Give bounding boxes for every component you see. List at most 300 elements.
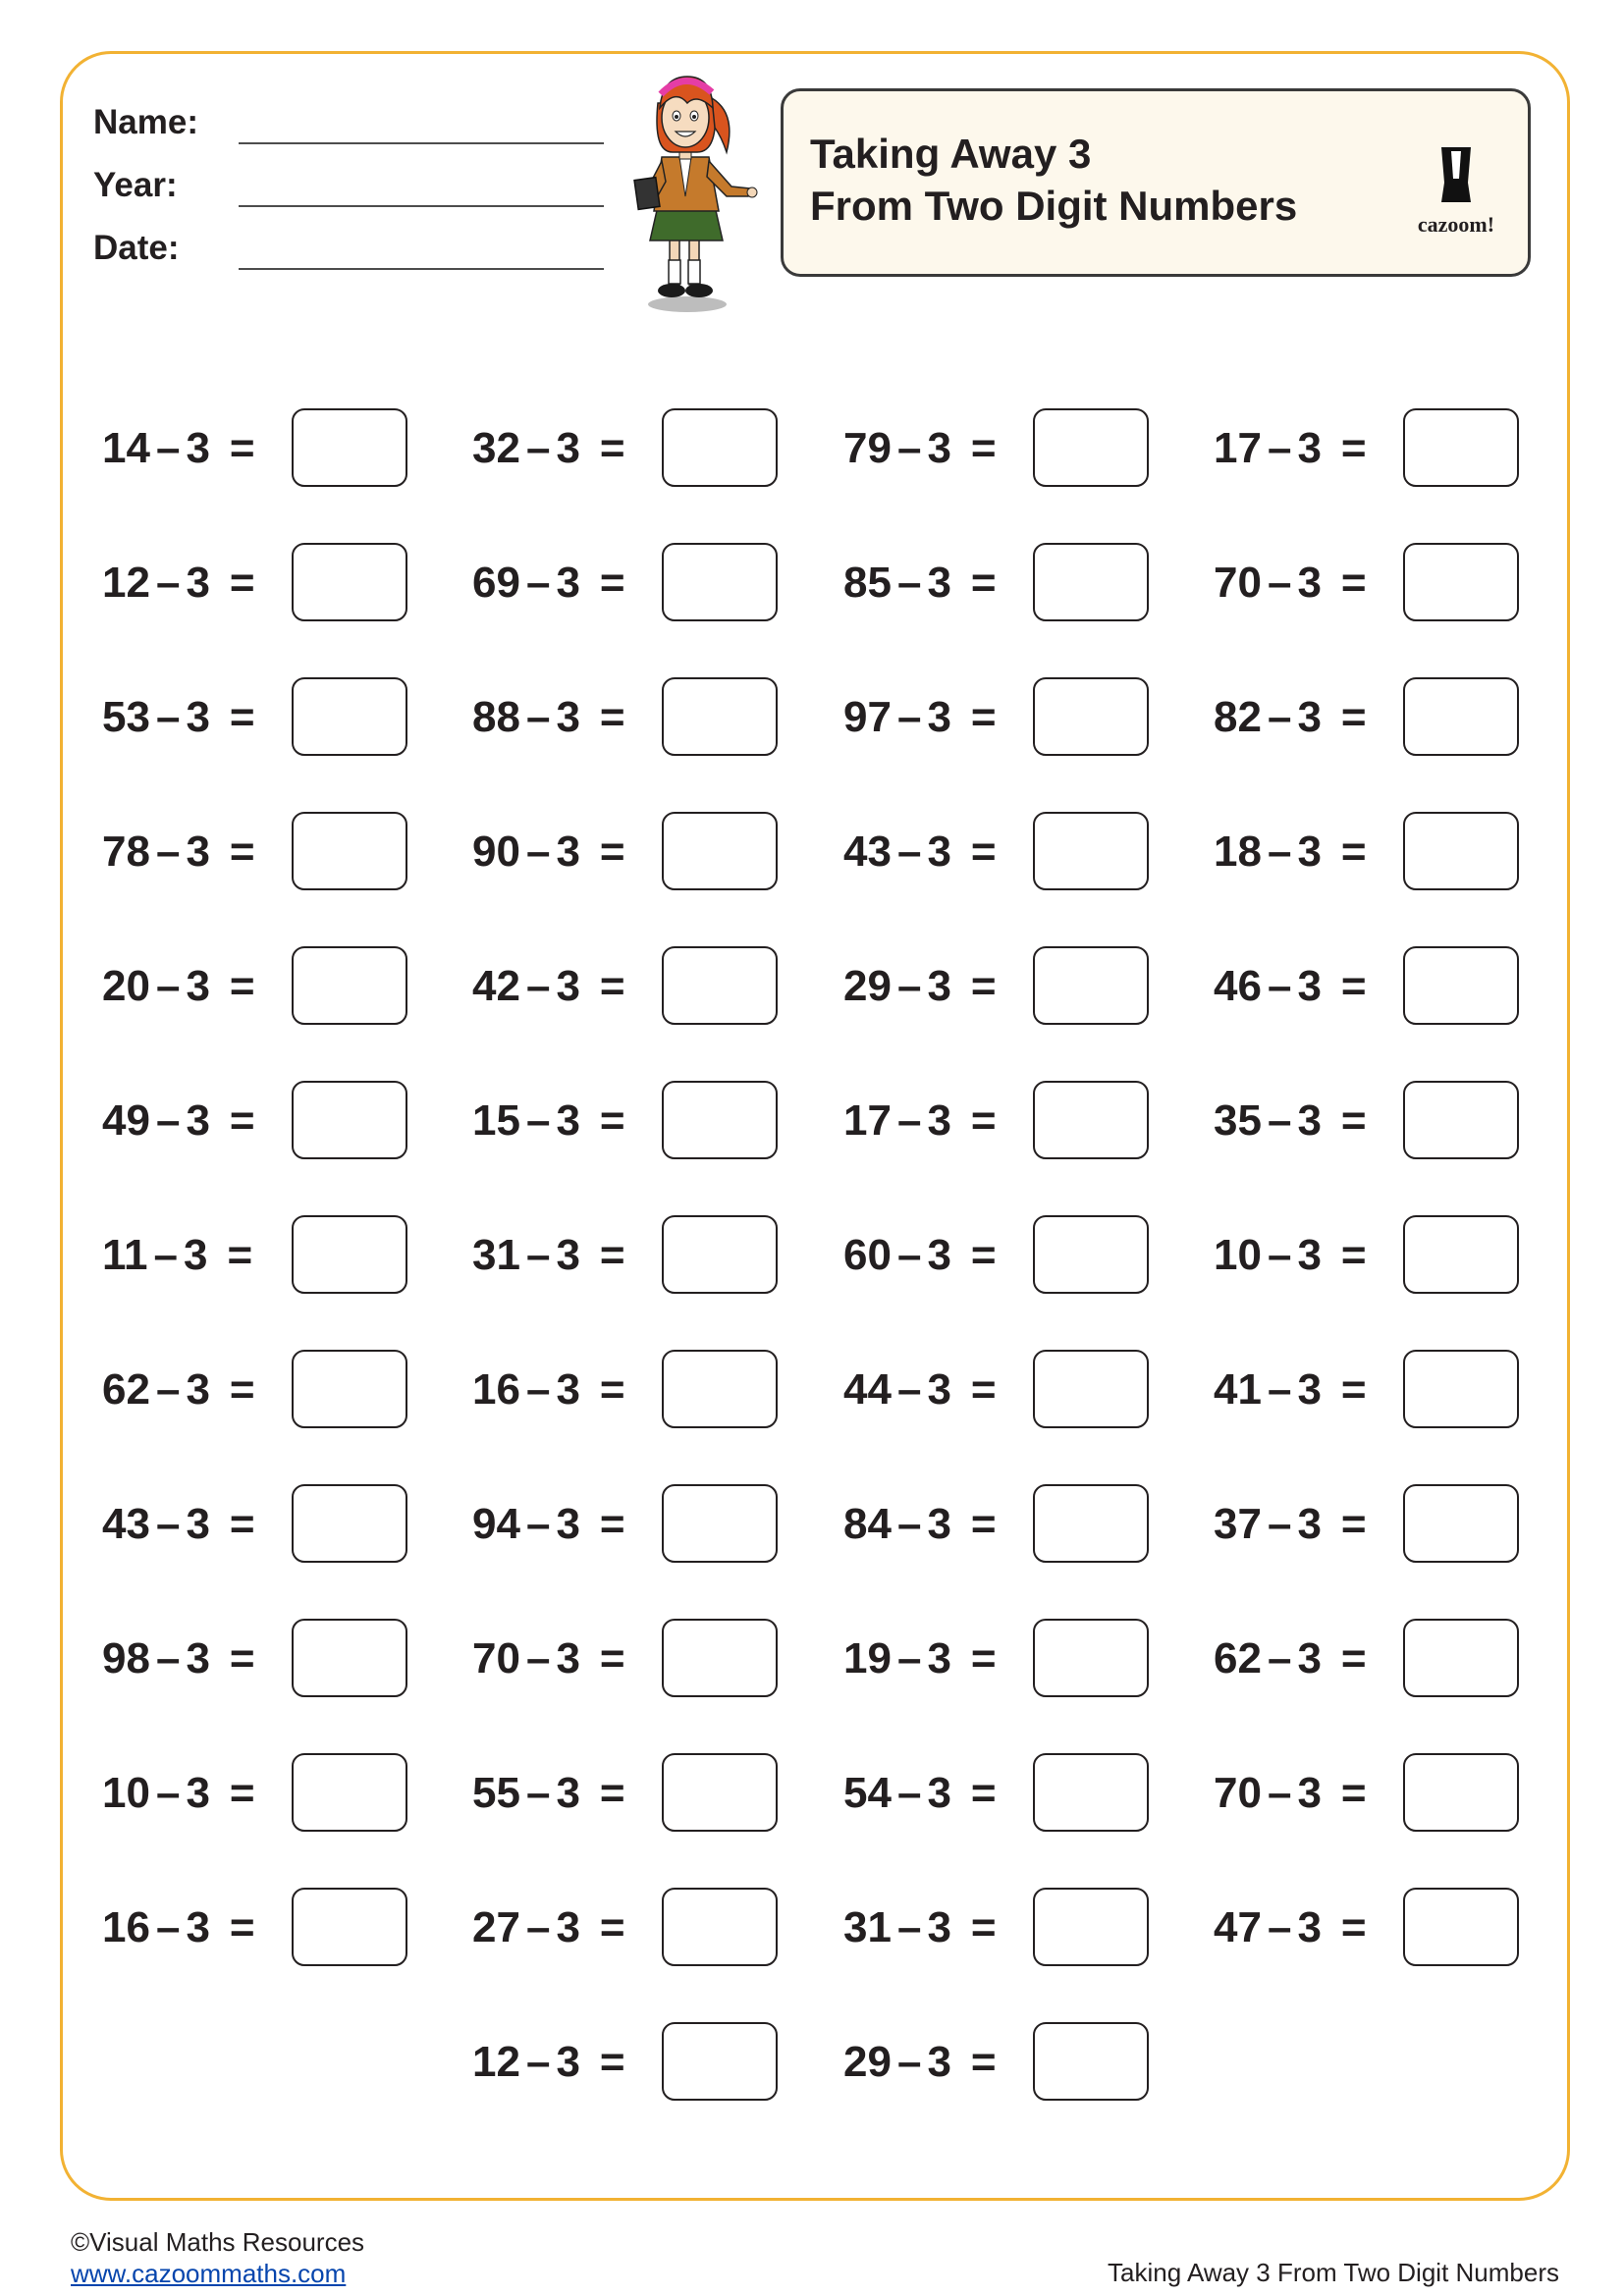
subtraction-problem [472, 1348, 796, 1432]
answer-box[interactable] [292, 946, 407, 1025]
minus-sign: – [1267, 559, 1292, 607]
problem-expression [843, 944, 1030, 1029]
answer-box[interactable] [662, 677, 778, 756]
subtraction-problem [472, 1617, 796, 1701]
cazoom-logo-icon [1402, 135, 1510, 214]
problem-expression [102, 675, 289, 760]
subtraction-problem [102, 541, 426, 625]
minuend: 70 [1214, 1769, 1262, 1817]
subtrahend: 3 [1297, 1634, 1322, 1682]
answer-box[interactable] [662, 1619, 778, 1697]
equals-sign: = [1340, 1903, 1367, 1951]
minuend: 27 [472, 1903, 520, 1951]
subtraction-problem [1214, 944, 1538, 1029]
answer-box[interactable] [292, 1619, 407, 1697]
minus-sign: – [1267, 1365, 1292, 1414]
subtrahend: 3 [927, 424, 951, 472]
equals-sign: = [599, 1365, 625, 1414]
subtrahend: 3 [927, 828, 951, 876]
answer-box[interactable] [1033, 946, 1149, 1025]
answer-box[interactable] [662, 2022, 778, 2101]
problem-expression [1214, 1348, 1400, 1432]
name-line[interactable] [239, 142, 604, 144]
minus-sign: – [525, 1365, 551, 1414]
worksheet-title-line-1: Taking Away 3 [810, 131, 1092, 177]
subtrahend: 3 [184, 1231, 208, 1279]
subtraction-problem [472, 810, 796, 894]
subtrahend: 3 [927, 1231, 951, 1279]
subtrahend: 3 [186, 1365, 210, 1414]
answer-box[interactable] [1403, 1484, 1519, 1563]
equals-sign: = [229, 1634, 255, 1682]
schoolgirl-mascot-illustration [628, 59, 771, 319]
answer-box[interactable] [1403, 1081, 1519, 1159]
problem-expression [102, 1213, 289, 1298]
minus-sign: – [896, 1096, 922, 1145]
problem-expression [843, 406, 1030, 491]
minus-sign: – [896, 1500, 922, 1548]
problem-expression [843, 1886, 1030, 1970]
equals-sign: = [229, 1903, 255, 1951]
subtrahend: 3 [186, 1903, 210, 1951]
subtraction-problem [1214, 810, 1538, 894]
problem-expression [843, 1348, 1030, 1432]
minus-sign: – [525, 2038, 551, 2086]
subtraction-problem [843, 2020, 1167, 2105]
answer-box[interactable] [662, 1215, 778, 1294]
subtrahend: 3 [1297, 1096, 1322, 1145]
minuend: 70 [1214, 559, 1262, 607]
answer-box[interactable] [292, 1081, 407, 1159]
subtrahend: 3 [556, 1903, 580, 1951]
answer-box[interactable] [662, 946, 778, 1025]
subtraction-problem [102, 1079, 426, 1163]
problem-expression [102, 944, 289, 1029]
answer-box[interactable] [662, 1484, 778, 1563]
answer-box[interactable] [662, 1888, 778, 1966]
minuend: 14 [102, 424, 150, 472]
problem-expression [472, 1617, 659, 1701]
subtrahend: 3 [927, 559, 951, 607]
minus-sign: – [896, 424, 922, 472]
problem-expression [843, 1079, 1030, 1163]
minuend: 19 [843, 1634, 892, 1682]
equals-sign: = [1340, 1365, 1367, 1414]
minuend: 78 [102, 828, 150, 876]
minuend: 17 [843, 1096, 892, 1145]
minus-sign: – [525, 424, 551, 472]
problem-expression [1214, 1617, 1400, 1701]
answer-box[interactable] [1033, 1888, 1149, 1966]
subtrahend: 3 [927, 1096, 951, 1145]
answer-box[interactable] [1403, 1350, 1519, 1428]
subtraction-problem [1214, 1482, 1538, 1567]
equals-sign: = [1340, 424, 1367, 472]
answer-box[interactable] [1033, 408, 1149, 487]
subtraction-problem [102, 406, 426, 491]
equals-sign: = [1340, 559, 1367, 607]
equals-sign: = [1340, 1769, 1367, 1817]
subtraction-problem [102, 810, 426, 894]
minuend: 10 [102, 1769, 150, 1817]
answer-box[interactable] [1403, 408, 1519, 487]
minuend: 84 [843, 1500, 892, 1548]
minus-sign: – [896, 828, 922, 876]
equals-sign: = [970, 693, 997, 741]
problem-expression [1214, 944, 1400, 1029]
subtraction-problem [843, 1751, 1167, 1836]
minus-sign: – [1267, 962, 1292, 1010]
minuend: 29 [843, 2038, 892, 2086]
minus-sign: – [525, 559, 551, 607]
answer-box[interactable] [292, 1484, 407, 1563]
answer-box[interactable] [1403, 946, 1519, 1025]
minus-sign: – [155, 559, 181, 607]
problem-expression [102, 1617, 289, 1701]
problem-expression [472, 541, 659, 625]
subtrahend: 3 [1297, 693, 1322, 741]
subtrahend: 3 [1297, 424, 1322, 472]
minuend: 37 [1214, 1500, 1262, 1548]
equals-sign: = [599, 2038, 625, 2086]
problem-expression [472, 944, 659, 1029]
subtraction-problem [843, 1348, 1167, 1432]
minus-sign: – [1267, 424, 1292, 472]
subtrahend: 3 [927, 1365, 951, 1414]
minuend: 16 [472, 1365, 520, 1414]
answer-box[interactable] [662, 408, 778, 487]
year-label: Year: [93, 166, 178, 204]
answer-box[interactable] [292, 408, 407, 487]
subtraction-problem [843, 944, 1167, 1029]
problem-expression [102, 1886, 289, 1970]
equals-sign: = [229, 559, 255, 607]
answer-box[interactable] [1033, 812, 1149, 890]
problem-expression [1214, 810, 1400, 894]
minuend: 47 [1214, 1903, 1262, 1951]
subtraction-problem [472, 675, 796, 760]
problem-expression [1214, 1751, 1400, 1836]
equals-sign: = [599, 424, 625, 472]
equals-sign: = [970, 559, 997, 607]
problem-expression [843, 675, 1030, 760]
minus-sign: – [1267, 1769, 1292, 1817]
subtraction-problem [102, 675, 426, 760]
equals-sign: = [970, 2038, 997, 2086]
problem-expression [1214, 1213, 1400, 1298]
subtrahend: 3 [186, 1769, 210, 1817]
subtraction-problem [843, 1482, 1167, 1567]
problem-expression [843, 1751, 1030, 1836]
subtraction-problem [102, 1482, 426, 1567]
cazoom-logo [1402, 135, 1510, 243]
subtrahend: 3 [1297, 828, 1322, 876]
subtrahend: 3 [1297, 1769, 1322, 1817]
title-box [781, 88, 1531, 277]
equals-sign: = [970, 1500, 997, 1548]
answer-box[interactable] [292, 1753, 407, 1832]
minuend: 18 [1214, 828, 1262, 876]
subtrahend: 3 [186, 693, 210, 741]
website-link[interactable]: www.cazoommaths.com [71, 2259, 347, 2288]
minus-sign: – [896, 1634, 922, 1682]
minus-sign: – [525, 828, 551, 876]
answer-box[interactable] [1403, 677, 1519, 756]
minus-sign: – [525, 1231, 551, 1279]
minus-sign: – [896, 962, 922, 1010]
minus-sign: – [525, 1769, 551, 1817]
subtrahend: 3 [927, 1769, 951, 1817]
equals-sign: = [599, 1500, 625, 1548]
subtrahend: 3 [556, 962, 580, 1010]
minus-sign: – [896, 1365, 922, 1414]
minuend: 55 [472, 1769, 520, 1817]
minus-sign: – [155, 1769, 181, 1817]
answer-box[interactable] [292, 1888, 407, 1966]
subtrahend: 3 [186, 1500, 210, 1548]
answer-box[interactable] [1033, 2022, 1149, 2101]
name-label: Name: [93, 103, 198, 141]
minuend: 54 [843, 1769, 892, 1817]
minuend: 60 [843, 1231, 892, 1279]
minuend: 94 [472, 1500, 520, 1548]
answer-box[interactable] [292, 812, 407, 890]
answer-box[interactable] [1403, 1215, 1519, 1294]
minus-sign: – [1267, 1096, 1292, 1145]
subtrahend: 3 [1297, 1231, 1322, 1279]
equals-sign: = [970, 962, 997, 1010]
problem-expression [843, 541, 1030, 625]
minuend: 20 [102, 962, 150, 1010]
minus-sign: – [525, 962, 551, 1010]
subtraction-problem [1214, 1213, 1538, 1298]
subtrahend: 3 [556, 559, 580, 607]
subtrahend: 3 [1297, 559, 1322, 607]
problem-expression [843, 2020, 1030, 2105]
minus-sign: – [155, 693, 181, 741]
minuend: 70 [472, 1634, 520, 1682]
minus-sign: – [155, 1500, 181, 1548]
equals-sign: = [599, 1096, 625, 1145]
minus-sign: – [153, 1231, 178, 1279]
minus-sign: – [896, 1769, 922, 1817]
subtraction-problem [102, 1617, 426, 1701]
problem-expression [102, 1482, 289, 1567]
equals-sign: = [970, 1365, 997, 1414]
problem-expression [102, 541, 289, 625]
equals-sign: = [970, 1903, 997, 1951]
answer-box[interactable] [292, 543, 407, 621]
subtraction-problem [1214, 675, 1538, 760]
subtrahend: 3 [556, 1769, 580, 1817]
subtraction-problem [472, 944, 796, 1029]
footer-worksheet-title: Taking Away 3 From Two Digit Numbers [1108, 2258, 1559, 2287]
date-label: Date: [93, 229, 180, 267]
subtraction-problem [472, 406, 796, 491]
equals-sign: = [1340, 1096, 1367, 1145]
problem-expression [472, 1482, 659, 1567]
equals-sign: = [599, 693, 625, 741]
answer-box[interactable] [662, 1081, 778, 1159]
answer-box[interactable] [1033, 1215, 1149, 1294]
subtrahend: 3 [927, 693, 951, 741]
equals-sign: = [599, 1231, 625, 1279]
equals-sign: = [599, 1903, 625, 1951]
minus-sign: – [896, 1231, 922, 1279]
minus-sign: – [155, 1903, 181, 1951]
minuend: 79 [843, 424, 892, 472]
copyright-text: ©Visual Maths Resources [71, 2227, 365, 2257]
subtraction-problem [472, 1482, 796, 1567]
problem-expression [843, 1213, 1030, 1298]
subtrahend: 3 [1297, 1903, 1322, 1951]
answer-box[interactable] [1033, 1081, 1149, 1159]
problem-expression [1214, 1886, 1400, 1970]
subtraction-problem [472, 1213, 796, 1298]
minuend: 44 [843, 1365, 892, 1414]
subtraction-problem [1214, 1886, 1538, 1970]
subtrahend: 3 [1297, 1500, 1322, 1548]
subtraction-problem [1214, 541, 1538, 625]
problem-expression [843, 810, 1030, 894]
subtrahend: 3 [927, 2038, 951, 2086]
minuend: 85 [843, 559, 892, 607]
minuend: 69 [472, 559, 520, 607]
subtraction-problem [472, 2020, 796, 2105]
answer-box[interactable] [1403, 812, 1519, 890]
minuend: 17 [1214, 424, 1262, 472]
subtraction-problem [472, 541, 796, 625]
minus-sign: – [155, 1365, 181, 1414]
answer-box[interactable] [1033, 543, 1149, 621]
subtrahend: 3 [556, 1096, 580, 1145]
answer-box[interactable] [662, 543, 778, 621]
minuend: 41 [1214, 1365, 1262, 1414]
answer-box[interactable] [662, 812, 778, 890]
subtraction-problem [843, 1213, 1167, 1298]
answer-box[interactable] [292, 1215, 407, 1294]
minus-sign: – [525, 1634, 551, 1682]
equals-sign: = [970, 424, 997, 472]
equals-sign: = [599, 559, 625, 607]
answer-box[interactable] [292, 1350, 407, 1428]
date-field[interactable] [93, 229, 604, 278]
equals-sign: = [970, 828, 997, 876]
year-line[interactable] [239, 205, 604, 207]
problem-expression [843, 1482, 1030, 1567]
equals-sign: = [599, 828, 625, 876]
minus-sign: – [896, 693, 922, 741]
subtraction-problem [102, 944, 426, 1029]
footer-left [71, 2226, 364, 2289]
date-line[interactable] [239, 268, 604, 270]
problem-expression [472, 1886, 659, 1970]
answer-box[interactable] [662, 1753, 778, 1832]
problem-expression [1214, 406, 1400, 491]
equals-sign: = [599, 962, 625, 1010]
equals-sign: = [229, 693, 255, 741]
answer-box[interactable] [662, 1350, 778, 1428]
equals-sign: = [1340, 1231, 1367, 1279]
subtraction-problem [843, 406, 1167, 491]
subtrahend: 3 [927, 1634, 951, 1682]
minus-sign: – [525, 1500, 551, 1548]
minuend: 29 [843, 962, 892, 1010]
subtraction-problem [102, 1348, 426, 1432]
answer-box[interactable] [1403, 1619, 1519, 1697]
answer-box[interactable] [292, 677, 407, 756]
answer-box[interactable] [1033, 1619, 1149, 1697]
year-field[interactable] [93, 166, 604, 215]
minuend: 98 [102, 1634, 150, 1682]
minus-sign: – [896, 559, 922, 607]
problem-expression [472, 2020, 659, 2105]
minuend: 49 [102, 1096, 150, 1145]
minus-sign: – [155, 424, 181, 472]
answer-box[interactable] [1033, 677, 1149, 756]
equals-sign: = [970, 1634, 997, 1682]
minuend: 62 [1214, 1634, 1262, 1682]
subtrahend: 3 [556, 424, 580, 472]
subtraction-problem [1214, 1617, 1538, 1701]
subtrahend: 3 [556, 828, 580, 876]
cazoom-logo-text: cazoom! [1417, 212, 1495, 237]
minuend: 53 [102, 693, 150, 741]
answer-box[interactable] [1403, 543, 1519, 621]
subtrahend: 3 [186, 828, 210, 876]
problem-expression [102, 406, 289, 491]
equals-sign: = [229, 1096, 255, 1145]
equals-sign: = [970, 1231, 997, 1279]
subtraction-problem [102, 1213, 426, 1298]
answer-box[interactable] [1033, 1350, 1149, 1428]
problem-expression [1214, 1482, 1400, 1567]
name-field[interactable] [93, 103, 604, 152]
subtraction-problem [843, 1886, 1167, 1970]
problem-expression [1214, 675, 1400, 760]
minus-sign: – [1267, 828, 1292, 876]
minus-sign: – [525, 693, 551, 741]
subtraction-problem [1214, 406, 1538, 491]
equals-sign: = [1340, 693, 1367, 741]
minuend: 46 [1214, 962, 1262, 1010]
equals-sign: = [599, 1634, 625, 1682]
subtrahend: 3 [186, 424, 210, 472]
minuend: 10 [1214, 1231, 1262, 1279]
subtraction-problem [472, 1079, 796, 1163]
subtrahend: 3 [1297, 1365, 1322, 1414]
minuend: 43 [843, 828, 892, 876]
answer-box[interactable] [1033, 1484, 1149, 1563]
minuend: 31 [843, 1903, 892, 1951]
equals-sign: = [1340, 1634, 1367, 1682]
worksheet-title-line-2: From Two Digit Numbers [810, 183, 1298, 229]
equals-sign: = [1340, 1500, 1367, 1548]
equals-sign: = [229, 424, 255, 472]
subtraction-problem [472, 1751, 796, 1836]
minuend: 35 [1214, 1096, 1262, 1145]
subtraction-problem [102, 1886, 426, 1970]
subtrahend: 3 [556, 1231, 580, 1279]
answer-box[interactable] [1403, 1888, 1519, 1966]
subtraction-problem [1214, 1348, 1538, 1432]
subtraction-problem [102, 1751, 426, 1836]
minuend: 88 [472, 693, 520, 741]
answer-box[interactable] [1403, 1753, 1519, 1832]
minus-sign: – [1267, 1500, 1292, 1548]
answer-box[interactable] [1033, 1753, 1149, 1832]
minuend: 12 [472, 2038, 520, 2086]
